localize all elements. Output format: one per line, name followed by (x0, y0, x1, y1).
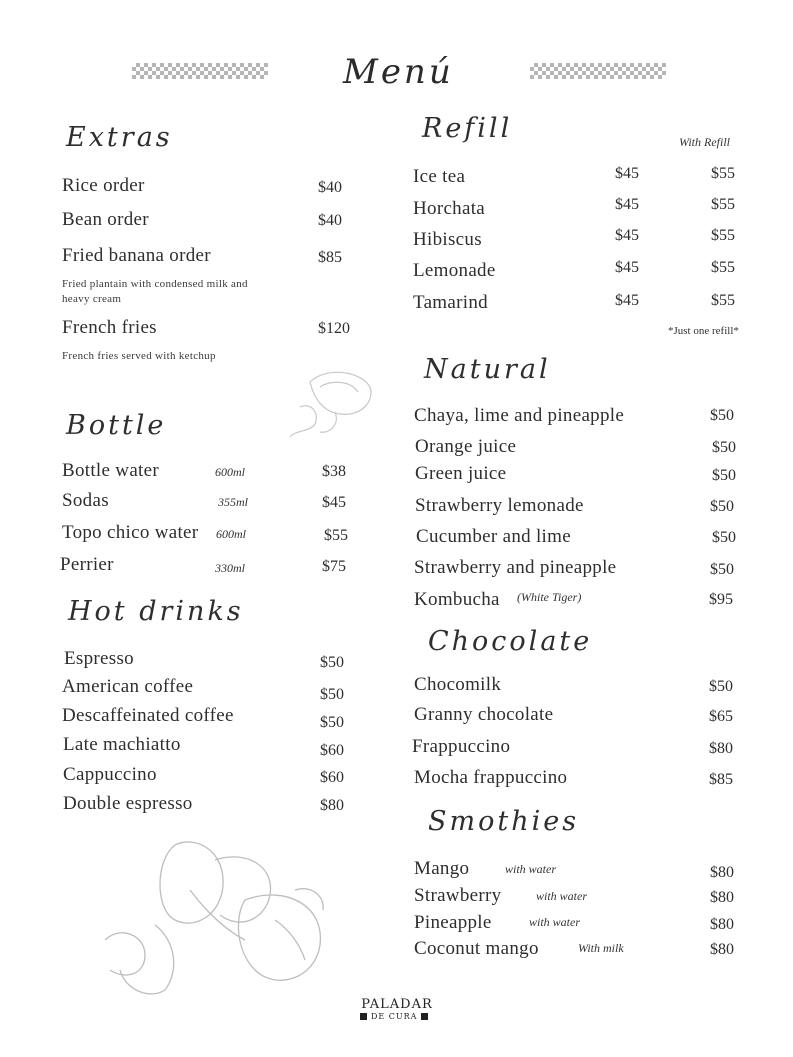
menu-item-name: Orange juice (415, 436, 517, 457)
refill-note: *Just one refill* (668, 325, 739, 337)
menu-item-refill-price: $55 (711, 227, 735, 244)
menu-item-price: $45 (615, 165, 639, 182)
menu-item-price: $45 (322, 494, 346, 511)
page-title: Menú (343, 52, 454, 92)
section-title-hot-drinks: Hot drinks (68, 596, 244, 627)
menu-item-name: Double espresso (63, 793, 193, 814)
menu-item-name: Perrier (60, 554, 114, 575)
menu-item-refill-price: $55 (711, 292, 735, 309)
section-title-bottle: Bottle (66, 410, 167, 441)
section-title-refill: Refill (422, 113, 513, 144)
menu-item-name: Chocomilk (414, 674, 502, 695)
menu-item-name: Horchata (413, 198, 486, 219)
menu-item-price: $50 (709, 678, 733, 695)
menu-item-price: $60 (320, 742, 344, 759)
refill-column-label: With Refill (679, 135, 730, 149)
menu-item-name: Frappuccino (412, 736, 511, 757)
menu-item-name: Ice tea (413, 166, 466, 187)
menu-item-price: $65 (709, 708, 733, 725)
brand-logo-sub-text: DE CURA (371, 1012, 418, 1021)
menu-item-size: 600ml (216, 527, 246, 541)
menu-item-name: Descaffeinated coffee (62, 705, 234, 726)
menu-item-price: $45 (615, 292, 639, 309)
menu-item-size: 600ml (215, 465, 245, 479)
menu-item-price: $80 (320, 797, 344, 814)
menu-item-price: $80 (710, 889, 734, 906)
menu-item-price: $50 (712, 467, 736, 484)
menu-item-name: Mocha frappuccino (414, 767, 568, 788)
menu-item-note: (White Tiger) (517, 590, 582, 604)
section-title-chocolate: Chocolate (428, 626, 593, 657)
menu-item-price: $50 (320, 686, 344, 703)
menu-item-name: Pineapple (414, 912, 492, 933)
menu-item-size: 330ml (215, 561, 245, 575)
menu-item-name: Coconut mango (414, 938, 539, 959)
menu-item-price: $45 (615, 196, 639, 213)
menu-item-price: $38 (322, 463, 346, 480)
menu-item-name: Cucumber and lime (416, 526, 571, 547)
menu-item-note: with water (505, 862, 557, 876)
menu-item-name: Chaya, lime and pineapple (414, 405, 625, 426)
menu-item-note: with water (536, 889, 588, 903)
section-title-natural: Natural (424, 354, 551, 385)
menu-item-name: Mango (414, 858, 470, 879)
menu-item-refill-price: $55 (711, 165, 735, 182)
menu-item-refill-price: $55 (711, 259, 735, 276)
brand-logo-subtitle (360, 1012, 434, 1021)
menu-item-name: Fried banana order (62, 245, 211, 266)
menu-item-price: $50 (710, 407, 734, 424)
section-title-smoothies: Smothies (428, 806, 580, 837)
menu-item-price: $50 (712, 529, 736, 546)
menu-item-name: Topo chico water (62, 522, 199, 543)
menu-item-name: Late machiatto (63, 734, 181, 755)
menu-item-note: With milk (578, 941, 624, 955)
menu-item-price: $75 (322, 558, 346, 575)
menu-item-price: $80 (710, 916, 734, 933)
menu-item-price: $120 (318, 320, 350, 337)
menu-item-size: 355ml (218, 495, 248, 509)
menu-item-price: $50 (710, 498, 734, 515)
menu-item-name: Strawberry lemonade (415, 495, 584, 516)
menu-item-name: Strawberry (414, 885, 502, 906)
menu-item-name: Sodas (62, 490, 109, 511)
menu-item-price: $60 (320, 769, 344, 786)
menu-item-name: Espresso (64, 648, 134, 669)
menu-item-price: $50 (320, 714, 344, 731)
menu-item-description: Fried plantain with condensed milk and heavy cream (62, 278, 248, 305)
flower-illustration-large (95, 830, 355, 1000)
menu-item-price: $40 (318, 212, 342, 229)
menu-item-name: Lemonade (413, 260, 496, 281)
menu-item-price: $50 (712, 439, 736, 456)
menu-item-price: $45 (615, 227, 639, 244)
menu-item-name: Rice order (62, 175, 145, 196)
menu-item-price: $80 (709, 740, 733, 757)
menu-item-price: $80 (710, 864, 734, 881)
menu-item-refill-price: $55 (711, 196, 735, 213)
menu-item-price: $80 (710, 941, 734, 958)
menu-item-name: Granny chocolate (414, 704, 554, 725)
menu-item-name: Tamarind (413, 292, 488, 313)
menu-item-note: with water (529, 915, 581, 929)
menu-item-price: $50 (320, 654, 344, 671)
menu-item-name: Hibiscus (413, 229, 482, 250)
menu-item-description: French fries served with ketchup (62, 350, 216, 362)
logo-square-icon (360, 1013, 367, 1020)
menu-item-name: Green juice (415, 463, 507, 484)
ornament-left (132, 63, 268, 79)
logo-square-icon (421, 1013, 428, 1020)
section-title-extras: Extras (66, 122, 173, 153)
brand-logo (360, 997, 434, 1021)
ornament-right (530, 63, 666, 79)
menu-item-name: Bottle water (62, 460, 159, 481)
brand-logo-name: PALADAR (361, 997, 433, 1012)
menu-item-name: Bean order (62, 209, 149, 230)
flower-illustration-small (280, 362, 380, 442)
menu-item-price: $45 (615, 259, 639, 276)
menu-item-name: American coffee (62, 676, 194, 697)
menu-item-price: $85 (318, 249, 342, 266)
menu-item-name: Strawberry and pineapple (414, 557, 617, 578)
menu-item-price: $85 (709, 771, 733, 788)
menu-item-name: Kombucha (414, 589, 500, 610)
menu-item-price: $40 (318, 179, 342, 196)
menu-item-price: $95 (709, 591, 733, 608)
menu-item-price: $55 (324, 527, 348, 544)
menu-item-price: $50 (710, 561, 734, 578)
menu-item-name: Cappuccino (63, 764, 157, 785)
menu-item-name: French fries (62, 317, 157, 338)
